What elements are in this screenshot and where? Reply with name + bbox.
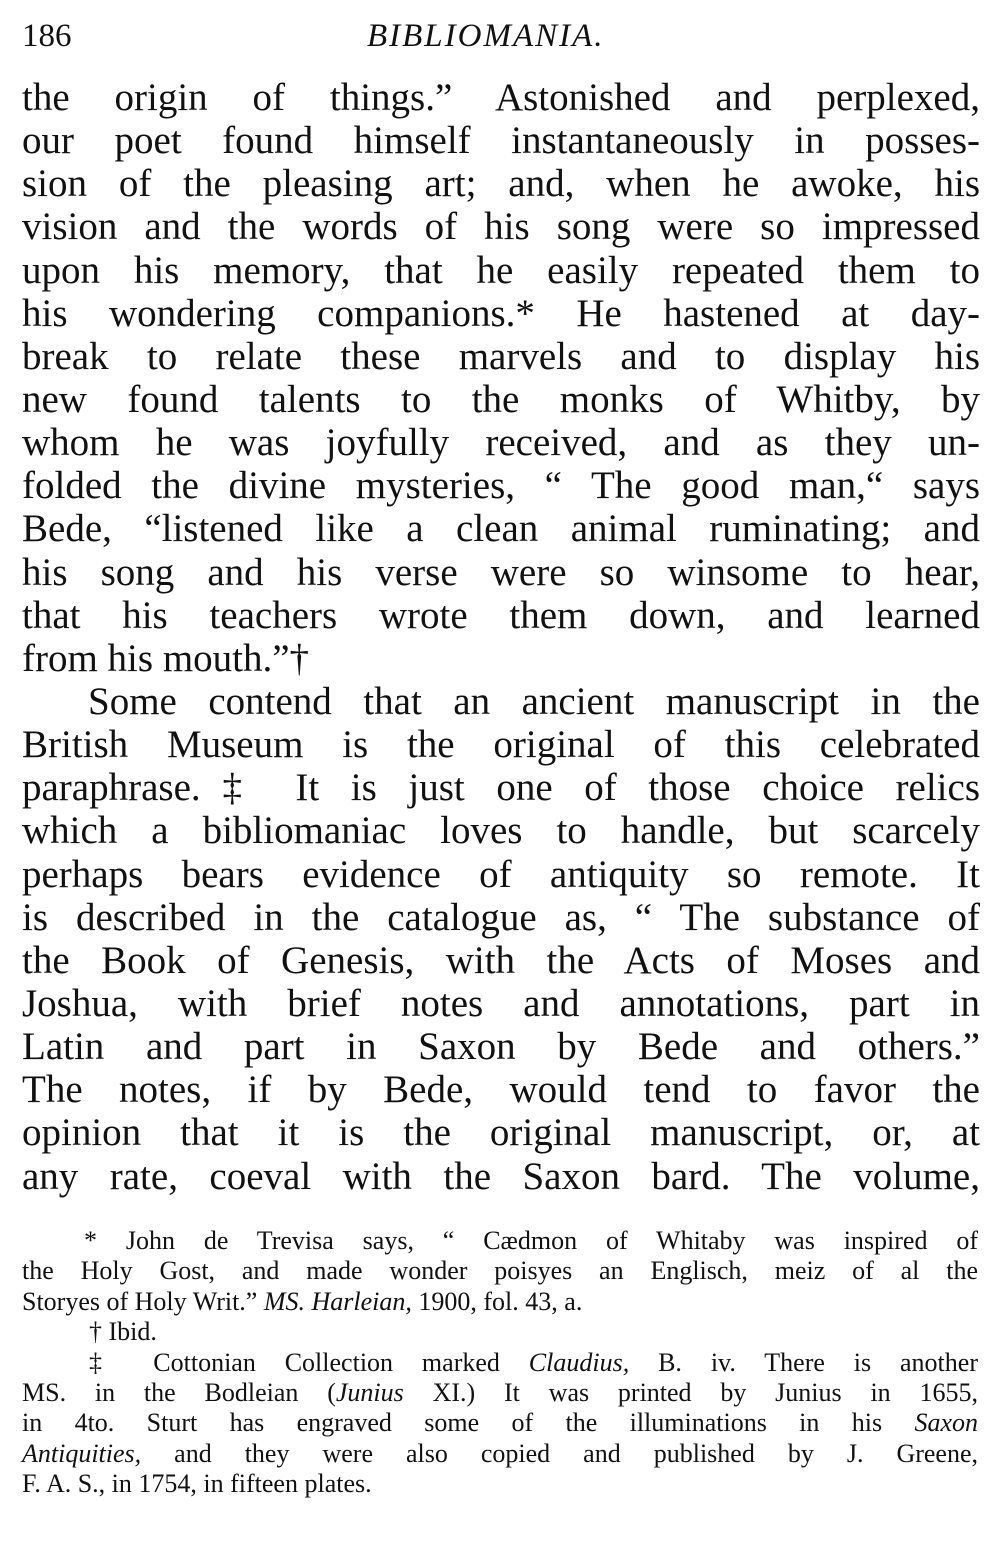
running-title: BIBLIOMANIA. (367, 18, 605, 54)
footnotes (22, 1226, 978, 1500)
book-title: Saxon (914, 1408, 978, 1438)
body-line: Latin and part in Saxon by Bede and others.” (22, 1025, 980, 1069)
body-line: is described in the catalogue as, “ The substance of (22, 895, 980, 939)
body-line: break to relate these marvels and to display his (22, 334, 980, 378)
footnote-line: † Ibid. (89, 1317, 157, 1347)
footnote-text: 1900, fol. 43, a. (411, 1286, 583, 1316)
body-line: his song and his verse were so winsome to hear, (22, 550, 980, 594)
manuscript-citation: MS. Harleian, (263, 1286, 412, 1316)
footnote-line: * John de Trevisa says, “ Cædmon of Whitaby was inspired of (84, 1226, 978, 1255)
body-line: whom he was joyfully received, and as they un- (22, 421, 980, 465)
body-line: perhaps bears evidence of antiquity so remote. It (22, 852, 980, 896)
body-line: any rate, coeval with the Saxon bard. The volume, (22, 1154, 980, 1198)
footnote-line (22, 1439, 978, 1469)
body-line: the Book of Genesis, with the Acts of Moses and (22, 938, 980, 982)
body-line: which a bibliomaniac loves to handle, but scarcely (22, 809, 980, 853)
footnote-line: F. A. S., in 1754, in fifteen plates. (22, 1469, 372, 1499)
body-line: Joshua, with brief notes and annotations, part in (22, 981, 980, 1025)
manuscript-name: Claudius, (528, 1347, 630, 1377)
book-title: Antiquities, (22, 1438, 142, 1468)
body-line: our poet found himself instantaneously in posses- (22, 119, 980, 163)
footnote-line (22, 1408, 978, 1438)
footnote-line (22, 1287, 978, 1317)
footnote-text: ‡ Cottonian Collection marked (89, 1347, 529, 1377)
body-line: vision and the words of his song were so impressed (22, 205, 980, 249)
footnote-line (22, 1378, 978, 1408)
footnote-text: MS. in the Bodleian ( (22, 1377, 336, 1407)
body-line: new found talents to the monks of Whitby, by (22, 377, 980, 421)
page-number: 186 (22, 18, 72, 54)
footnote-text: XI.) It was printed by Junius in 1655, (403, 1377, 978, 1407)
footnote-text: Storyes of Holy Writ.” (22, 1286, 264, 1316)
footnote-text: in 4to. Sturt has engraved some of the illuminations in his (22, 1408, 915, 1438)
body-line: Bede, “listened like a clean animal ruminating; and (22, 507, 980, 551)
footnote-text: B. iv. There is another (629, 1347, 978, 1377)
body-line: from his mouth.”† (22, 636, 310, 680)
manuscript-name: Junius (335, 1377, 404, 1407)
body-line: British Museum is the original of this celebrated (22, 723, 980, 767)
body-line: paraphrase.‡ It is just one of those choice relics (22, 766, 980, 810)
body-line: the origin of things.” Astonished and perplexed, (22, 76, 980, 119)
body-line: upon his memory, that he easily repeated them to (22, 248, 980, 292)
body-line: sion of the pleasing art; and, when he awoke, his (22, 162, 980, 206)
body-line: opinion that it is the original manuscript, or, at (22, 1111, 980, 1155)
body-text (22, 76, 980, 1198)
body-line: that his teachers wrote them down, and learned (22, 593, 980, 637)
footnote-line: the Holy Gost, and made wonder poisyes an Englisch, meiz of al the (22, 1256, 978, 1286)
body-line: folded the divine mysteries, “ The good man,“ says (22, 464, 980, 508)
footnote-line (22, 1348, 978, 1378)
footnote-text: and they were also copied and published by J. Greene, (141, 1438, 978, 1468)
running-head (22, 14, 980, 58)
body-line: The notes, if by Bede, would tend to favor the (22, 1068, 980, 1112)
body-line: his wondering companions.* He hastened at day- (22, 291, 980, 335)
body-line: Some contend that an ancient manuscript in the (88, 679, 980, 723)
